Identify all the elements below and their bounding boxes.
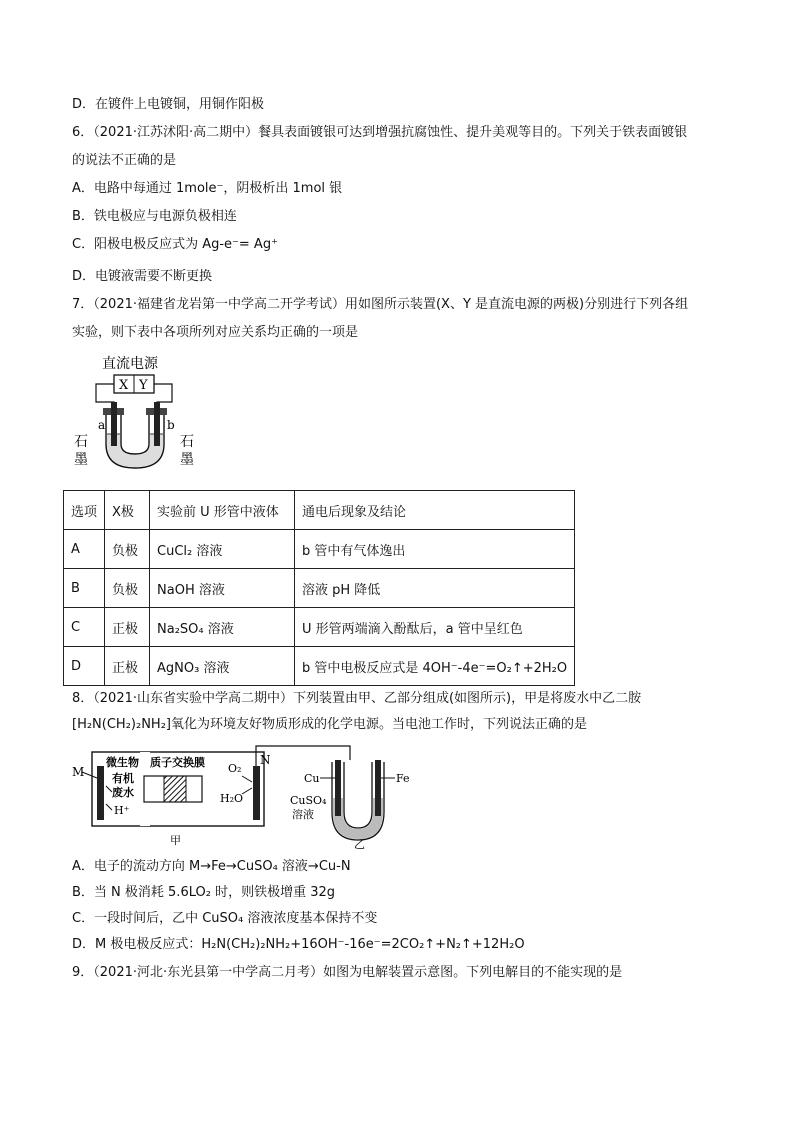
q8-stem-line2: [H₂N(CH₂)₂NH₂]氧化为环境友好物质形成的化学电源。当电池工作时，下列说法正确的是 xyxy=(72,717,587,732)
table-row xyxy=(64,530,575,569)
graphite-left-1: 石 xyxy=(74,434,88,450)
cuso4-label-2: 溶液 xyxy=(292,808,314,821)
graphite-right-1: 石 xyxy=(180,434,194,450)
q8-option-d: D．M 极电极反应式：H₂N(CH₂)₂NH₂+16OH⁻-16e⁻=2CO₂↑+N₂↑+12H₂O xyxy=(72,937,525,952)
proton-label: H⁺ xyxy=(114,804,130,817)
q6-option-c: C．阳极电极反应式为 Ag-e⁻= Ag⁺ xyxy=(72,237,278,252)
cuso4-label-1: CuSO₄ xyxy=(290,794,327,807)
electrode-n xyxy=(253,766,260,820)
q8-stem-line1: 8．（2021·山东省实验中学高二期中）下列装置由甲、乙部分组成(如图所示)，甲是将废水中乙二胺 xyxy=(72,691,642,706)
electrode-n-label: N xyxy=(260,753,271,767)
table-cell: b 管中有气体逸出 xyxy=(295,530,575,569)
q8-option-b: B．当 N 极消耗 5.6LO₂ 时，则铁极增重 32g xyxy=(72,885,335,900)
microbe-label: 微生物 xyxy=(106,756,139,769)
table-cell: B xyxy=(64,569,105,608)
table-cell: D xyxy=(64,647,105,686)
table-cell: 溶液 pH 降低 xyxy=(295,569,575,608)
q7-options-table xyxy=(63,490,575,686)
q6-stem-line2: 的说法不正确的是 xyxy=(72,153,177,168)
electrode-b-label: b xyxy=(167,418,175,432)
water-label: H₂O xyxy=(220,792,244,805)
q8-option-c: C．一段时间后，乙中 CuSO₄ 溶液浓度基本保持不变 xyxy=(72,911,378,926)
q6-stem-line1: 6．（2021·江苏沭阳·高二期中）餐具表面镀银可达到增强抗腐蚀性、提升美观等目的。下列关于铁表面镀银 xyxy=(72,125,688,140)
pole-x-label: X xyxy=(119,378,129,393)
fuel-cell-electroplating-figure xyxy=(70,742,420,850)
electrode-b xyxy=(154,402,160,446)
electrode-m-label: M xyxy=(72,765,85,779)
table-row xyxy=(64,569,575,608)
table-cell: CuCl₂ 溶液 xyxy=(150,530,295,569)
table-row xyxy=(64,647,575,686)
q5-option-d: D．在镀件上电镀铜，用铜作阳极 xyxy=(72,97,265,112)
u-tube-inner xyxy=(121,412,149,454)
q6-option-b: B．铁电极应与电源负极相连 xyxy=(72,209,237,224)
q8-option-a: A．电子的流动方向 M→Fe→CuSO₄ 溶液→Cu-N xyxy=(72,859,351,874)
table-cell: 正极 xyxy=(105,608,150,647)
electrode-a-label: a xyxy=(98,418,106,432)
table-header: 实验前 U 形管中液体 xyxy=(150,491,295,530)
u-tube-yi-inner xyxy=(344,762,372,828)
table-cell: A xyxy=(64,530,105,569)
q6-option-d: D．电镀液需要不断更换 xyxy=(72,269,213,284)
table-header: 通电后现象及结论 xyxy=(295,491,575,530)
electrode-cu xyxy=(335,760,341,816)
electrode-m xyxy=(97,766,104,820)
graphite-right-2: 墨 xyxy=(180,452,194,468)
table-cell: 负极 xyxy=(105,530,150,569)
cu-label: Cu xyxy=(304,772,320,785)
table-cell: Na₂SO₄ 溶液 xyxy=(150,608,295,647)
fe-label: Fe xyxy=(396,772,410,785)
u-tube-electrolysis-figure xyxy=(70,352,205,470)
q9-stem-line1: 9．（2021·河北·东光县第一中学高二月考）如图为电解装置示意图。下列电解目的不能实现的是 xyxy=(72,965,623,980)
organic-label-1: 有机 xyxy=(112,772,134,785)
proton-exchange-membrane xyxy=(164,776,186,802)
q6-option-a: A．电路中每通过 1mole⁻，阴极析出 1mol 银 xyxy=(72,181,343,196)
organic-label-2: 废水 xyxy=(112,786,134,799)
table-cell: U 形管两端滴入酚酞后，a 管中呈红色 xyxy=(295,608,575,647)
pole-y-label: Y xyxy=(139,378,148,393)
q7-stem-line2: 实验，则下表中各项所列对应关系均正确的一项是 xyxy=(72,325,359,340)
table-cell: C xyxy=(64,608,105,647)
power-supply-label: 直流电源 xyxy=(102,356,158,372)
electrode-a xyxy=(111,402,117,446)
cell-yi-label: 乙 xyxy=(354,838,365,850)
cell-jia-label: 甲 xyxy=(170,834,181,847)
membrane-label: 质子交换膜 xyxy=(150,756,205,769)
table-header-row xyxy=(64,491,575,530)
table-cell: NaOH 溶液 xyxy=(150,569,295,608)
table-row xyxy=(64,608,575,647)
oxygen-label: O₂ xyxy=(228,762,242,775)
table-cell: b 管中电极反应式是 4OH⁻-4e⁻=O₂↑+2H₂O xyxy=(295,647,575,686)
electrode-fe xyxy=(375,760,381,816)
table-header: X极 xyxy=(105,491,150,530)
table-header: 选项 xyxy=(64,491,105,530)
table-cell: 负极 xyxy=(105,569,150,608)
table-cell: AgNO₃ 溶液 xyxy=(150,647,295,686)
q7-stem-line1: 7．（2021·福建省龙岩第一中学高二开学考试）用如图所示装置(X、Y 是直流电源的两极)分别进行下列各组 xyxy=(72,297,689,312)
table-cell: 正极 xyxy=(105,647,150,686)
graphite-left-2: 墨 xyxy=(74,452,88,468)
